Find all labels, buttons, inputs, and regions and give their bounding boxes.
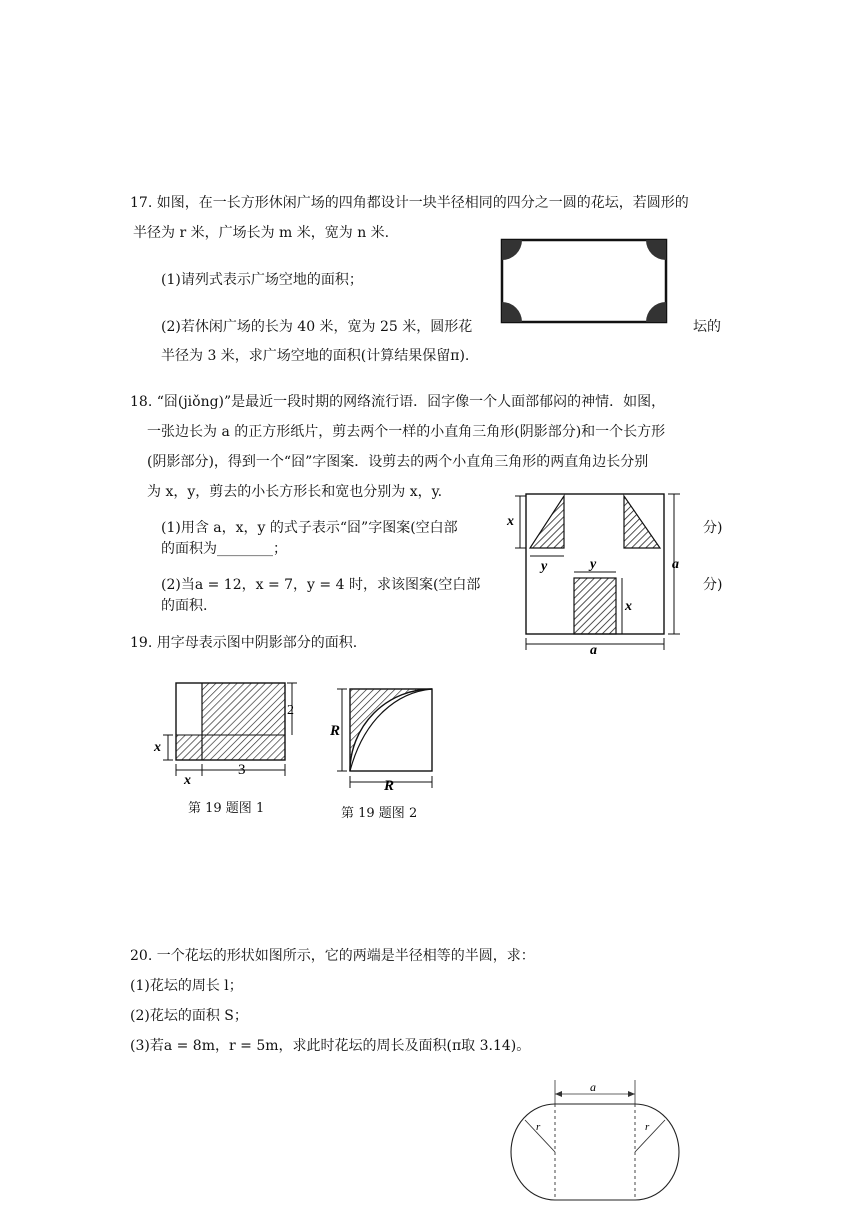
q19-fig2-label-r-left: R bbox=[330, 723, 341, 739]
q18-label-a-bottom: a bbox=[590, 643, 597, 658]
q18-rectangle bbox=[574, 578, 616, 634]
q20-label-a: a bbox=[590, 1080, 596, 1094]
q17-part2b: 坛的 bbox=[693, 319, 721, 335]
q19-fig1-label-x-bottom: x bbox=[184, 773, 191, 788]
q20-label-r-right: r bbox=[645, 1121, 650, 1133]
q19-fig1-label-x-left: x bbox=[154, 740, 161, 755]
q17-part1: (1)请列式表示广场空地的面积； bbox=[161, 272, 363, 288]
q18-label-x-rect: x bbox=[625, 599, 632, 614]
q20-label-r-left: r bbox=[536, 1121, 541, 1133]
q19-fig1-label-3: 3 bbox=[238, 762, 246, 778]
q20-part2: (2)花坛的面积 S； bbox=[130, 1008, 248, 1024]
q18-label-a-right: a bbox=[672, 557, 679, 572]
q17-figure bbox=[500, 238, 670, 326]
q18-part2c: 的面积. bbox=[161, 598, 208, 614]
q19-fig1-shade-bottom bbox=[176, 735, 285, 760]
q18-part2b: 分) bbox=[703, 577, 723, 593]
q18-label-y-left: y bbox=[541, 559, 548, 574]
q19-figure1 bbox=[152, 676, 312, 788]
q18-line4: 为 x，y，剪去的小长方形长和宽也分别为 x，y. bbox=[147, 484, 443, 500]
q18-part1c: 的面积为________； bbox=[161, 541, 287, 557]
q20-part3: (3)若a = 8m，r = 5m，求此时花坛的周长及面积(π取 3.14)。 bbox=[130, 1038, 531, 1054]
q17-part2a: (2)若休闲广场的长为 40 米，宽为 25 米，圆形花 bbox=[161, 319, 473, 335]
q20-flowerbed bbox=[511, 1104, 679, 1200]
q17-part2c: 半径为 3 米，求广场空地的面积(计算结果保留π). bbox=[161, 348, 470, 364]
q19-figure2 bbox=[326, 680, 441, 792]
q19-line1: 19. 用字母表示图中阴影部分的面积. bbox=[130, 635, 358, 651]
q18-label-x-left: x bbox=[507, 514, 514, 529]
q18-part1b: 分) bbox=[703, 520, 723, 536]
q18-label-y-rect: y bbox=[590, 557, 597, 572]
q19-fig1-label-2: 2 bbox=[287, 703, 294, 718]
q18-line2: 一张边长为 a 的正方形纸片，剪去两个一样的小直角三角形(阴影部分)和一个长方形 bbox=[147, 424, 666, 440]
q17-line1: 17. 如图，在一长方形休闲广场的四角都设计一块半径相同的四分之一圆的花坛，若圆形的 bbox=[130, 195, 689, 211]
q19-fig2-label-r-bottom: R bbox=[384, 778, 395, 794]
q20-part1: (1)花坛的周长 l； bbox=[130, 978, 243, 994]
q18-figure bbox=[500, 488, 690, 658]
q19-fig1-shade-top bbox=[202, 683, 285, 735]
q20-figure bbox=[505, 1078, 690, 1208]
q18-line1: 18. “囧(jiǒng)”是最近一段时期的网络流行语．囧字像一个人面部郁闷的神情．如图， bbox=[130, 394, 666, 410]
q20-line1: 20. 一个花坛的形状如图所示，它的两端是半径相等的半圆，求： bbox=[130, 948, 535, 964]
q19-fig1-caption: 第 19 题图 1 bbox=[188, 801, 265, 816]
q18-line3: (阴影部分)，得到一个“囧”字图案．设剪去的两个小直角三角形的两直角边长分别 bbox=[147, 454, 649, 470]
q18-part2a: (2)当a = 12，x = 7，y = 4 时，求该图案(空白部 bbox=[161, 577, 481, 593]
q19-fig2-caption: 第 19 题图 2 bbox=[341, 806, 418, 821]
q18-part1a: (1)用含 a，x，y 的式子表示“囧”字图案(空白部 bbox=[161, 520, 458, 536]
q17-line2: 半径为 r 米，广场长为 m 米，宽为 n 米. bbox=[133, 225, 390, 241]
